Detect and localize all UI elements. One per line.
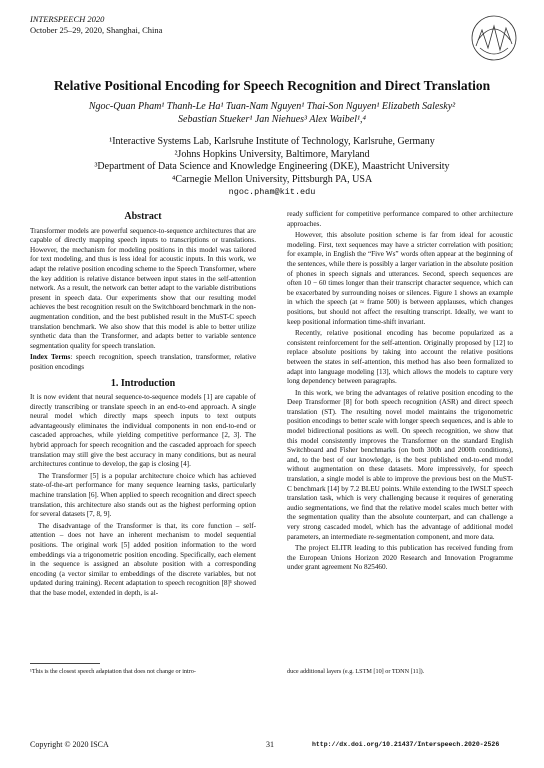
right-paragraph-5: The project ELITR leading to this publication has received funding from the European Unions Horizon 2020 Research and Innovation Programme under grant agreement No 825460. (287, 544, 513, 572)
left-column (30, 210, 256, 601)
author-list (40, 100, 504, 126)
affiliation-3: ³Department of Data Science and Knowledge Engineering (DKE), Maastricht University (94, 161, 450, 172)
interspeech-logo (468, 12, 520, 64)
authors-line-1: Ngoc-Quan Pham¹ Thanh-Le Ha¹ Tuan-Nam Nguyen¹ Thai-Son Nguyen¹ Elizabeth Salesky² (88, 101, 456, 112)
contact-email[interactable]: ngoc.pham@kit.edu (228, 187, 316, 197)
right-paragraph-2: However, this absolute position scheme is far from ideal for acoustic modeling. First, text sequences may have a stricter correlation with position; for example, in English the “Five Ws” words often appear at the beginning of the sentences, while there is possibly a larger variation in the absolute position of phones in speech signals and utterances. Second, speech sequences are often 10 − 60 times longer than their transcript character sequence, which can be exacerbated by surrounding noises or silences. Figure 1 shows an example in which the speech (at ≈ frame 500) is between applauses, which changes positions, but should not affect the resulting transcript. Ideally, we want to keep positional information time-shift invariant. (287, 231, 513, 326)
section-heading-introduction: 1. Introduction (110, 377, 176, 389)
intro-paragraph-1: It is now evident that neural sequence-to-sequence models [1] are capable of directly transcribing or translate speech in an end-to-end approach. A single neural model which directly maps speech inputs to text outputs advantageously eliminates the individual components in non end-to-end or cascaded approaches, while yielding competitive performance [2, 3]. The hybrid approach for speech recognition and the cascaded approach for speech translation may still give the best accuracy in many conditions, but as neural architectures continue to develop, the gap is closing [4]. (30, 393, 256, 469)
abstract-text: Transformer models are powerful sequence-to-sequence architectures that are capable of directly mapping speech inputs to transcriptions or translations. However, the mechanism for modeling positions in this model was tailored for text modeling, and thus is less ideal for acoustic inputs. In this work, we adapt the relative position encoding scheme to the Speech Transformer, where the key addition is relative distance between input states in the self-attention network. As a result, the network can better adapt to the variable distributions present in speech data. Our experiments show that our resulting model achieves the best recognition result on the Switchboard benchmark in the non-augmentation condition, and the best published result in the MuST-C speech translation benchmark. We also show that this model is able to better utilize synthetic data than the Transformer, and adapts better to variable sentence segmentation quality for speech translation. (30, 226, 256, 350)
right-paragraph-4: In this work, we bring the advantages of relative position encoding to the Deep Transformer [8] for both speech recognition (ASR) and direct speech translation (ST). The resulting novel model maintains the trigonometric position encodings to better scale with longer speech sequences, and is able to model bidirectional positions as well. On speech recognition, we show that this model consistently improves the Transformer on the standard English Switchboard and Fisher benchmarks (on both 300h and 2000h conditions), and, to the best of our knowledge, is the best published end-to-end model without augmentation on these datasets. More impressively, for speech translation, a single model is able to improve the previous best on the MuST-C benchmark [14] by 7.2 BLEU points. While extending to the IWSLT speech translation task, which is very challenging because it requires of generating audio segmentations, we find that the relative model scales much better with the segmentation quality than the absolute counterpart, and can challenge a very strong cascaded model, which has the advantage of additional model parameters, an intermediate re-segmentation component, and more data. (287, 388, 513, 541)
affiliation-1: ¹Interactive Systems Lab, Karlsruhe Institute of Technology, Karlsruhe, Germany (109, 136, 435, 147)
paper-title: Relative Positional Encoding for Speech Recognition and Direct Translation (53, 78, 491, 93)
doi-link[interactable]: http://dx.doi.org/10.21437/Interspeech.2020-2526 (312, 741, 500, 748)
index-terms-text: : speech recognition, speech translation, transformer, relative position encodings (30, 353, 257, 371)
intro-paragraph-2: The Transformer [5] is a popular architecture choice which has achieved state-of-the-art performance for many sequence learning tasks, particularly machine translation [6]. When applied to speech recognition and direct speech translation, this architecture also stands out as the highest performing option for several datasets [7, 8, 9]. (30, 471, 256, 519)
conference-dates: October 25–29, 2020, Shanghai, China (30, 25, 163, 35)
page-number: 31 (266, 740, 274, 749)
right-column (287, 210, 513, 575)
footnote-left: ¹This is the closest speech adaptation that does not change or intro- (30, 668, 196, 675)
affiliation-2: ²Johns Hopkins University, Baltimore, Maryland (174, 148, 370, 160)
affiliations (40, 136, 504, 199)
copyright: Copyright © 2020 ISCA (30, 740, 109, 749)
footnote-rule (30, 663, 100, 664)
index-terms-label: Index Terms (30, 353, 71, 362)
right-paragraph-1: ready sufficient for competitive performance compared to other architecture approaches. (287, 210, 513, 228)
affiliation-4: ⁴Carnegie Mellon University, Pittsburgh PA, USA (171, 173, 373, 185)
conference-name: INTERSPEECH 2020 (30, 14, 105, 24)
index-terms (30, 353, 256, 372)
intro-paragraph-3: The disadvantage of the Transformer is that, its core function – self-attention – does not have an inherent mechanism to model sequential positions. The original work [5] added position information to the word embeddings via a trigonometric position encoding. Specifically, each element in the sequence is assigned an absolute position with a corresponding encoding (a vector similar to embeddings of the discrete variables, but not updated during training). Recent adaptation to speech recognition [8]¹ showed that the base model, extended in depth, is al- (30, 521, 256, 597)
abstract-heading: Abstract (124, 211, 162, 222)
conference-header (30, 14, 162, 36)
authors-line-2: Sebastian Stueker¹ Jan Niehues³ Alex Waibel¹,⁴ (178, 114, 366, 125)
footnote-right: duce additional layers (e.g. LSTM [10] or TDNN [11]). (287, 668, 425, 675)
right-paragraph-3: Recently, relative positional encoding has become popularized as a consistent reinforcement for the self-attention. Originally proposed by [12] to replace absolute positions by taking into account the relative positions between the states in self-attention, this method has also been formalized to adapt into language modeling [13], which allows the models to capture very long dependency between paragraphs. (287, 329, 513, 386)
